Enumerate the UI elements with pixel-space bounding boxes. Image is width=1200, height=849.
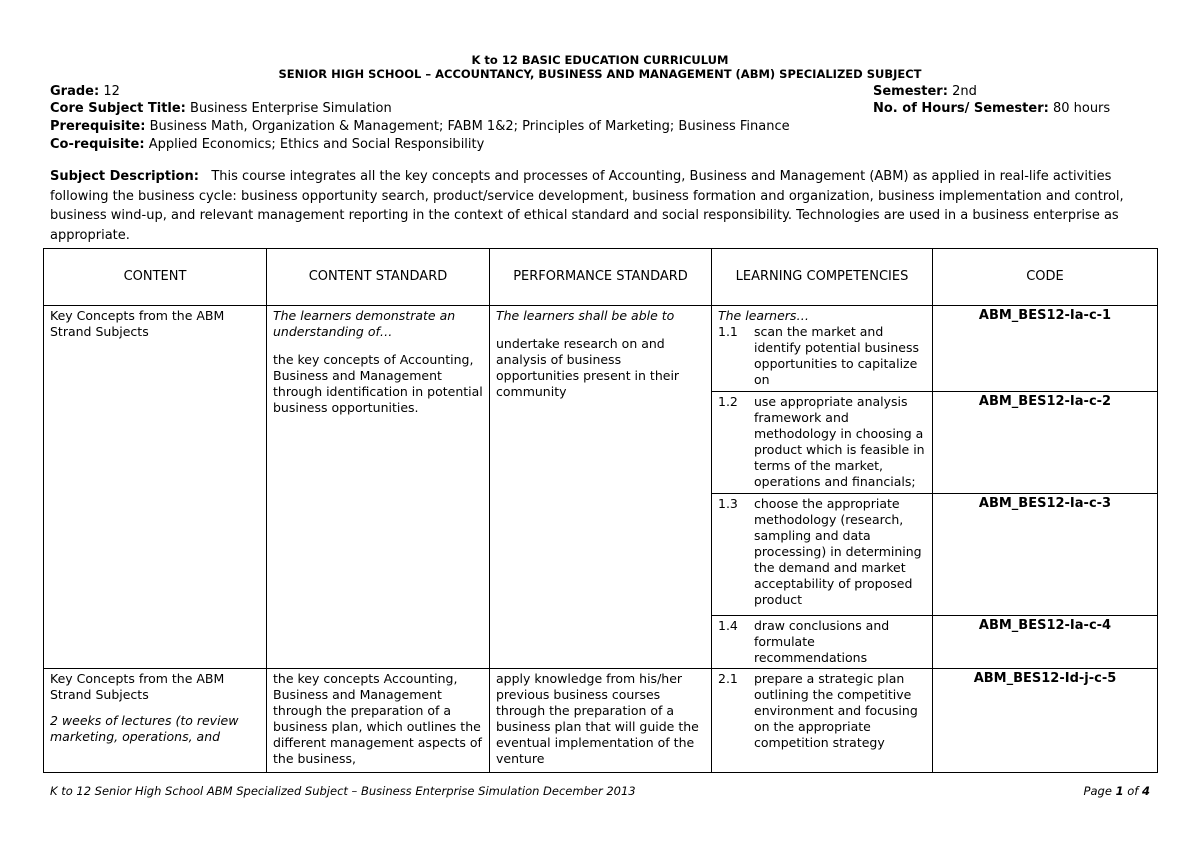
description-label: Subject Description: (50, 169, 199, 184)
corequisite-value: Applied Economics; Ethics and Social Responsibility (148, 137, 485, 152)
code-cell: ABM_BES12-Ia-c-3 (933, 494, 1158, 616)
competency-text: draw conclusions and formulate recommendations (754, 618, 890, 665)
content-cell (44, 306, 267, 669)
content-text: Key Concepts from the ABM Strand Subjects (50, 308, 225, 339)
subject-label: Core Subject Title: (50, 101, 186, 116)
competency-item (718, 394, 926, 490)
hours-line (873, 99, 1110, 118)
code-cell: ABM_BES12-Id-j-c-5 (933, 669, 1158, 773)
semester-label: Semester: (873, 84, 948, 99)
page-total: 4 (1141, 784, 1150, 798)
performance-standard-text: undertake research on and analysis of business opportunities present in their community (496, 336, 680, 399)
grade-value: 12 (103, 84, 120, 99)
competency-cell (712, 494, 933, 616)
header-content: CONTENT (44, 249, 267, 306)
code-cell: ABM_BES12-Ia-c-1 (933, 306, 1158, 392)
table-row (44, 669, 1158, 773)
competency-item (718, 496, 926, 608)
curriculum-subtitle: SENIOR HIGH SCHOOL – ACCOUNTANCY, BUSINESS AND MANAGEMENT (ABM) SPECIALIZED SUBJECT (278, 67, 922, 81)
performance-standard-cell (490, 669, 712, 773)
content-note: 2 weeks of lectures (to review marketing, operations, and (50, 713, 239, 744)
description-text: This course integrates all the key concepts and processes of Accounting, Business and Management (ABM) as applied in real-life activities following the business cycle: business opportunity search, product/service development, business formation and organization, business implementation and control, business wind-up, and relevant management reporting in the context of ethical standard and social responsibility. Technologies are used in a business enterprise as appropriate. (50, 169, 1124, 243)
competency-number: 2.1 (718, 671, 738, 686)
footer-page-number (1084, 784, 1150, 798)
competency-item (718, 671, 926, 751)
performance-standard-text: apply knowledge from his/her previous business courses through the preparation of a business plan that will guide the eventual implementation of the venture (496, 671, 699, 766)
performance-standard-intro: The learners shall be able to (496, 308, 675, 323)
competency-cell (712, 392, 933, 494)
performance-standard-cell (490, 306, 712, 669)
prerequisite-line (50, 117, 790, 136)
competency-number: 1.1 (718, 324, 738, 339)
code-cell: ABM_BES12-Ia-c-4 (933, 616, 1158, 669)
corequisite-line (50, 135, 484, 154)
page-current: 1 (1115, 784, 1124, 798)
subject-description (50, 167, 1160, 245)
competency-number: 1.2 (718, 394, 738, 409)
header-performance-standard: PERFORMANCE STANDARD (490, 249, 712, 306)
subject-line (50, 99, 392, 118)
header-content-standard: CONTENT STANDARD (267, 249, 490, 306)
prerequisite-value: Business Math, Organization & Management; FABM 1&2; Principles of Marketing; Business Finance (149, 119, 790, 134)
header-code: CODE (933, 249, 1158, 306)
content-cell (44, 669, 267, 773)
hours-label: No. of Hours/ Semester: (873, 101, 1049, 116)
content-standard-text: the key concepts Accounting, Business and Management through the preparation of a business plan, which outlines the different management aspects of the business, (273, 671, 482, 766)
corequisite-label: Co-requisite: (50, 137, 145, 152)
table-header-row (44, 249, 1158, 306)
competency-text: use appropriate analysis framework and methodology in choosing a product which is feasible in terms of the market, operations and financials; (754, 394, 925, 489)
table-row (44, 306, 1158, 392)
semester-value: 2nd (952, 84, 977, 99)
competency-text: scan the market and identify potential business opportunities to capitalize on (754, 324, 920, 387)
prerequisite-label: Prerequisite: (50, 119, 146, 134)
competency-text: prepare a strategic plan outlining the competitive environment and focusing on the appropriate competition strategy (754, 671, 918, 750)
competency-intro: The learners… (718, 308, 809, 323)
content-standard-intro: The learners demonstrate an understanding of… (273, 308, 456, 339)
curriculum-table (43, 248, 1158, 773)
header-learning-competencies: LEARNING COMPETENCIES (712, 249, 933, 306)
competency-cell (712, 616, 933, 669)
footer-document-title: K to 12 Senior High School ABM Specialized Subject – Business Enterprise Simulation December 2013 (50, 784, 636, 798)
competency-cell (712, 306, 933, 392)
code-cell: ABM_BES12-Ia-c-2 (933, 392, 1158, 494)
competency-cell (712, 669, 933, 773)
competency-number: 1.4 (718, 618, 738, 633)
curriculum-title: K to 12 BASIC EDUCATION CURRICULUM (471, 53, 729, 67)
content-text: Key Concepts from the ABM Strand Subjects (50, 671, 225, 702)
subject-value: Business Enterprise Simulation (190, 101, 392, 116)
competency-text: choose the appropriate methodology (research, sampling and data processing) in determining the demand and market acceptability of proposed product (754, 496, 922, 607)
grade-label: Grade: (50, 84, 100, 99)
competency-item (718, 618, 926, 666)
page-mid: of (1123, 784, 1142, 798)
page-prefix: Page (1083, 784, 1116, 798)
competency-item (718, 324, 926, 388)
competency-number: 1.3 (718, 496, 738, 511)
content-standard-cell (267, 669, 490, 773)
hours-value: 80 hours (1052, 101, 1111, 116)
content-standard-cell (267, 306, 490, 669)
content-standard-text: the key concepts of Accounting, Business and Management through identification in potential business opportunities. (273, 352, 483, 415)
